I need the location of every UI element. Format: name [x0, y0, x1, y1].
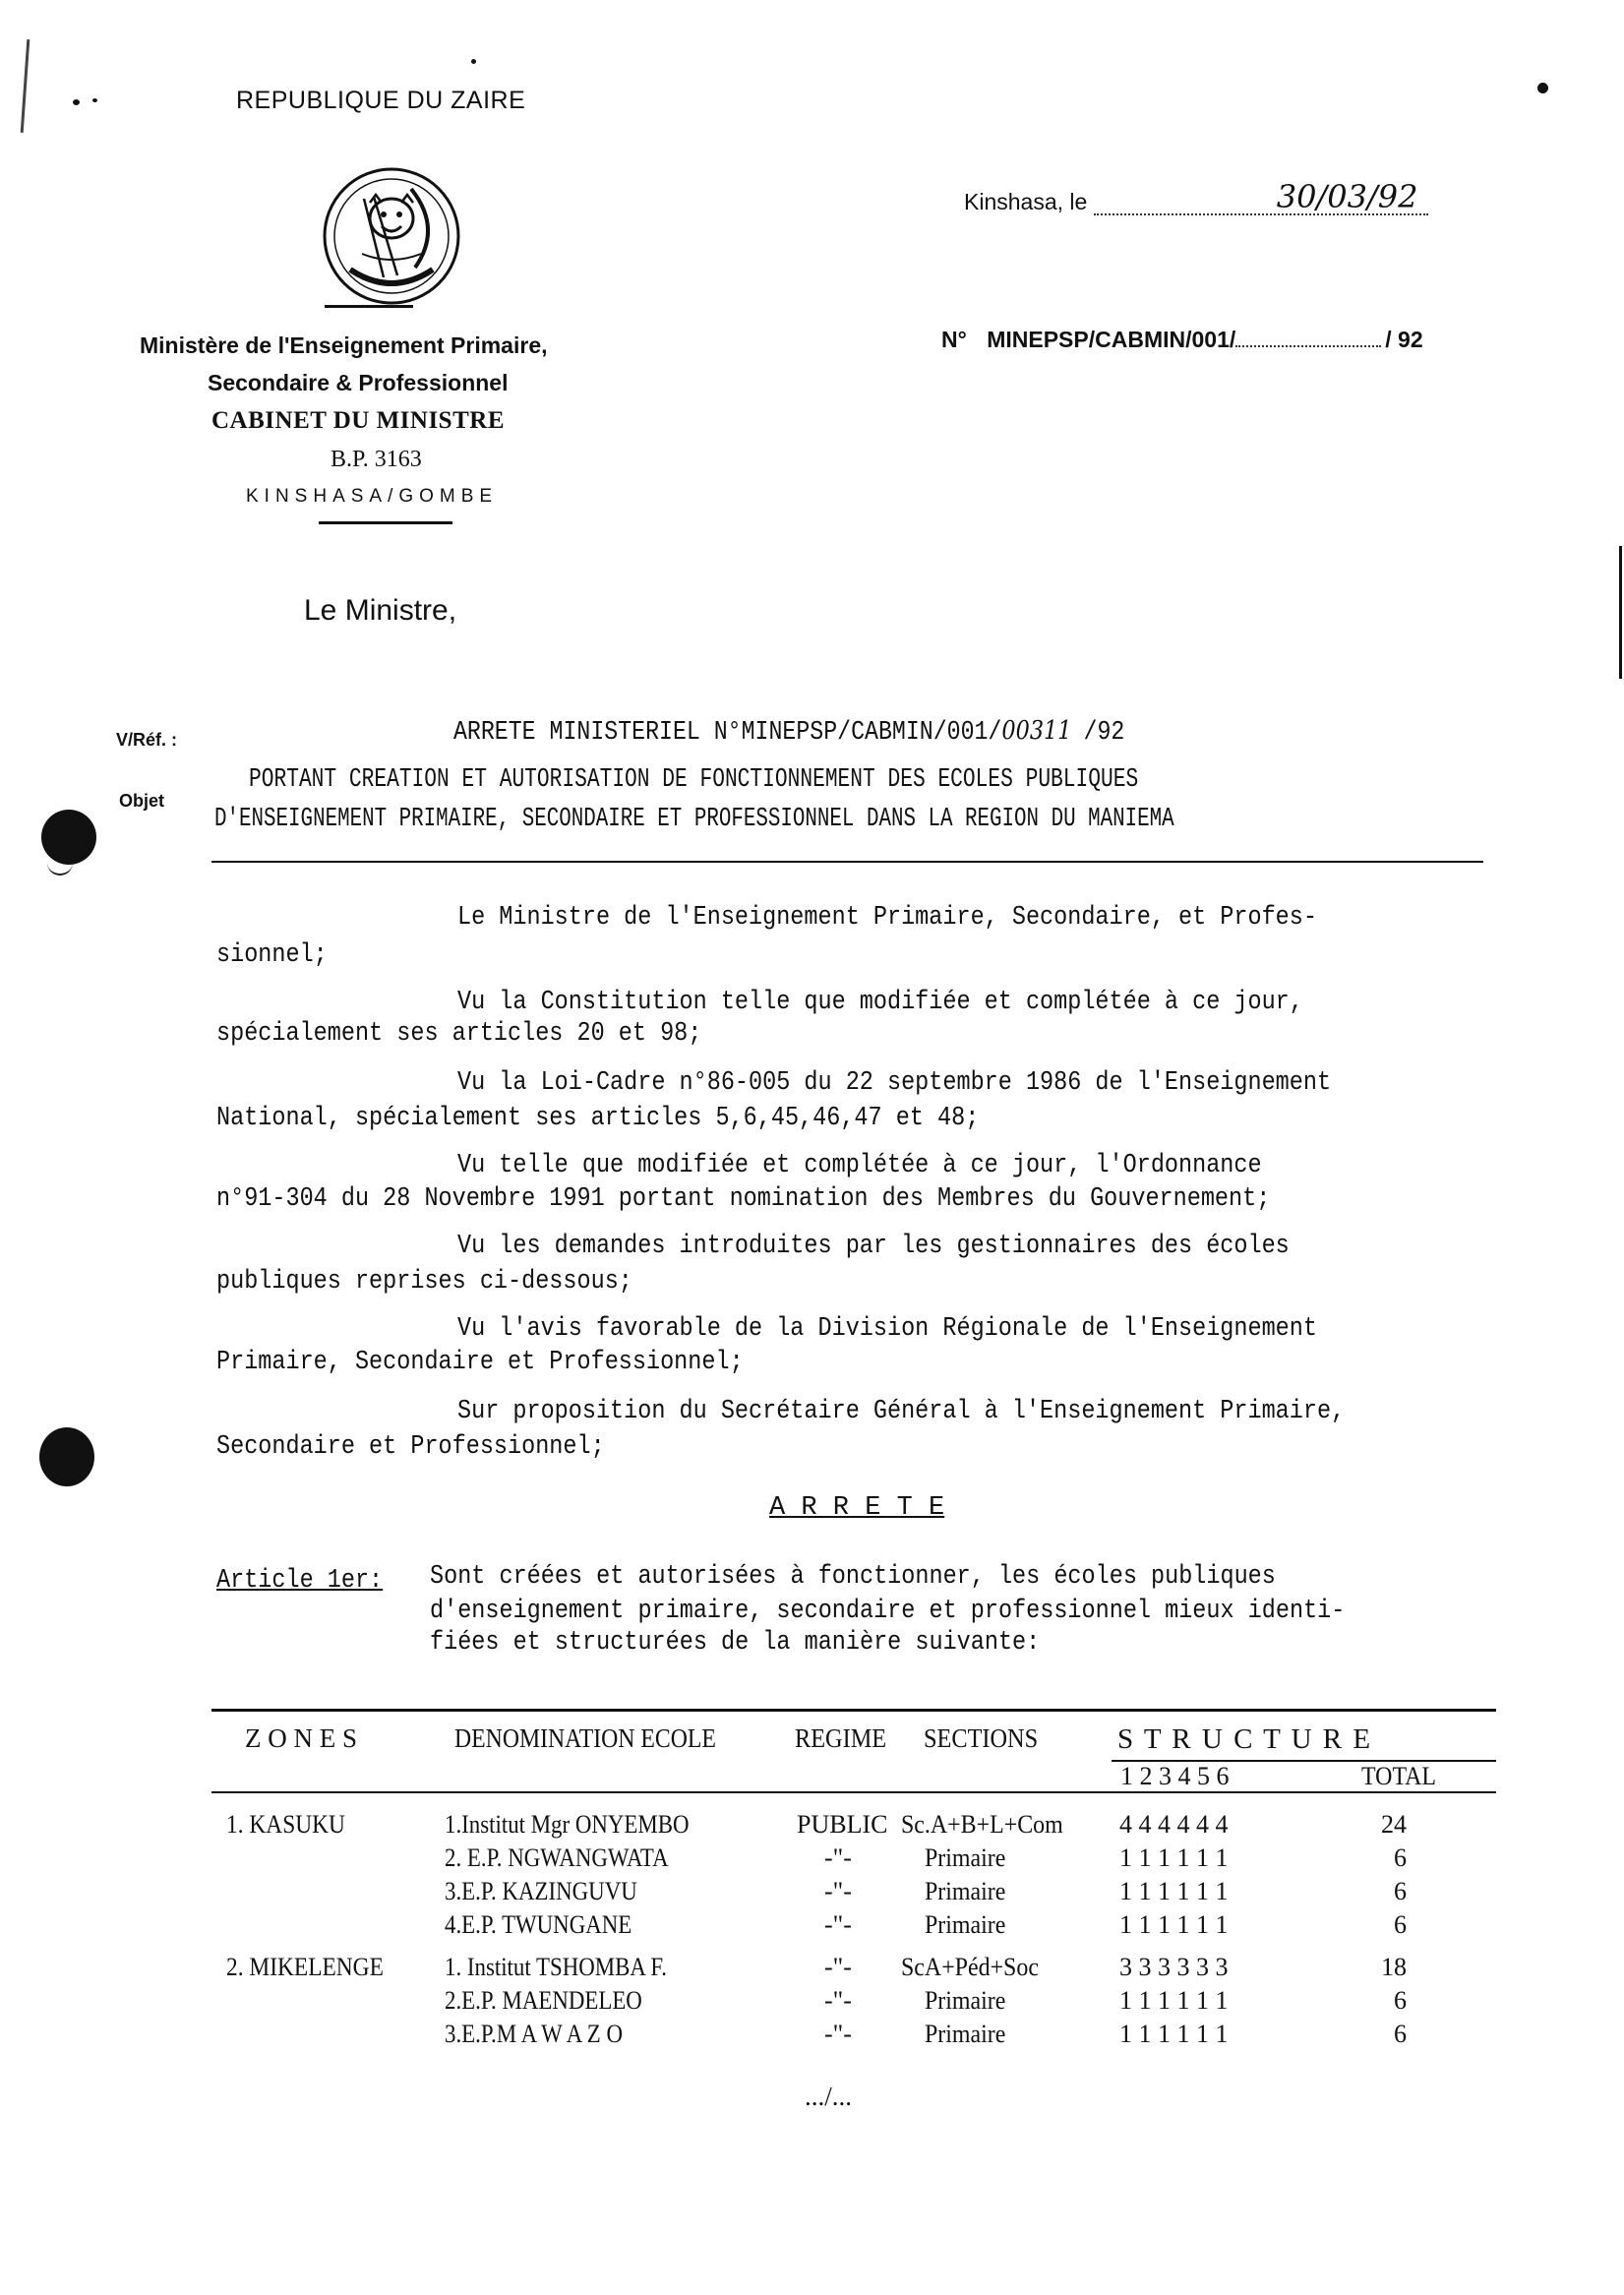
punch-hole-mark: [47, 860, 73, 876]
ref-label: N°: [941, 327, 967, 352]
article-1-line-3: fiées et structurées de la manière suivante:: [430, 1628, 1041, 1658]
ministry-line-2: Secondaire & Professionnel: [208, 370, 509, 395]
school-section: Primaire: [925, 2020, 1006, 2048]
city-line: KINSHASA/GOMBE: [246, 486, 499, 507]
header-denomination: DENOMINATION ECOLE: [454, 1723, 716, 1753]
continuation-mark: .../...: [805, 2082, 853, 2111]
coat-of-arms-emblem: [313, 159, 470, 317]
school-name: 2.E.P. MAENDELEO: [445, 1986, 642, 2015]
preamble-4-line-1: Vu telle que modifiée et complétée à ce jour, l'Ordonnance: [457, 1151, 1262, 1180]
school-years-structure: 1 1 1 1 1 1: [1119, 1877, 1229, 1905]
header-zones: Z O N E S: [245, 1723, 357, 1753]
speck: [471, 59, 476, 64]
preamble-5-line-1: Vu les demandes introduites par les gestionnaires des écoles: [457, 1232, 1290, 1261]
preamble-3-line-2: National, spécialement ses articles 5,6,45,46,47 et 48;: [216, 1104, 980, 1133]
school-years-structure: 3 3 3 3 3 3: [1119, 1953, 1229, 1981]
zone-label: 2. MIKELENGE: [226, 1953, 384, 1981]
school-years-structure: 1 1 1 1 1 1: [1119, 1910, 1229, 1939]
table-top-rule: [211, 1709, 1496, 1712]
school-years-structure: 1 1 1 1 1 1: [1119, 1843, 1229, 1872]
decree-title: ARRETE MINISTERIEL N°MINEPSP/CABMIN/001/00311 /92: [453, 716, 1125, 748]
arrete-heading: A R R E T E: [769, 1493, 945, 1523]
table-header-bottom-rule: [211, 1791, 1496, 1793]
school-years-structure: 1 1 1 1 1 1: [1119, 1986, 1229, 2015]
school-name: 2. E.P. NGWANGWATA: [445, 1843, 669, 1872]
school-total: 18: [1381, 1953, 1407, 1981]
preamble: [216, 903, 1495, 1474]
signatory: Le Ministre,: [304, 594, 457, 627]
header-structure: S T R U C T U R E: [1117, 1723, 1373, 1755]
subject-rule: [211, 861, 1483, 863]
preamble-5-line-2: publiques reprises ci-dessous;: [216, 1267, 632, 1297]
preamble-7-line-1: Sur proposition du Secrétaire Général à l'Enseignement Primaire,: [457, 1397, 1346, 1426]
school-total: 6: [1394, 2020, 1407, 2048]
ministry-line-1: Ministère de l'Enseignement Primaire,: [140, 332, 548, 358]
preamble-1-line-1: Le Ministre de l'Enseignement Primaire, Secondaire, et Profes-: [457, 903, 1317, 933]
preamble-4-line-2: n°91-304 du 28 Novembre 1991 portant nomination des Membres du Gouvernement;: [216, 1184, 1271, 1214]
place-label: Kinshasa, le: [964, 189, 1088, 214]
preamble-1-line-2: sionnel;: [216, 940, 328, 970]
school-name: 1. Institut TSHOMBA F.: [445, 1953, 667, 1981]
header-sections: SECTIONS: [924, 1723, 1039, 1753]
preamble-3-line-1: Vu la Loi-Cadre n°86-005 du 22 septembre 1986 de l'Enseignement: [457, 1068, 1332, 1098]
school-regime: -"-: [824, 1910, 852, 1939]
school-section: Primaire: [925, 1910, 1006, 1939]
school-years-structure: 4 4 4 4 4 4: [1119, 1810, 1229, 1839]
cabinet-line: CABINET DU MINISTRE: [211, 407, 505, 434]
school-regime: -"-: [824, 1843, 852, 1872]
handwritten-date: 30/03/92: [1276, 178, 1418, 215]
school-section: Primaire: [925, 1877, 1006, 1905]
handwritten-decree-number: 00311: [1001, 716, 1072, 746]
school-section: Primaire: [925, 1986, 1006, 2015]
preamble-2-line-1: Vu la Constitution telle que modifiée et complétée à ce jour,: [457, 988, 1303, 1017]
margin-scan-line: [1619, 546, 1622, 679]
article-1-line-1: Sont créées et autorisées à fonctionner, les écoles publiques: [430, 1562, 1276, 1592]
preamble-2-line-2: spécialement ses articles 20 et 98;: [216, 1019, 702, 1049]
preamble-6-line-1: Vu l'avis favorable de la Division Régionale de l'Enseignement: [457, 1314, 1317, 1344]
school-total: 24: [1381, 1810, 1407, 1839]
article-1-line-2: d'enseignement primaire, secondaire et professionnel mieux identi-: [430, 1597, 1346, 1626]
school-regime: -"-: [824, 1986, 852, 2015]
ref-suffix: / 92: [1385, 327, 1423, 352]
school-regime: -"-: [824, 2020, 852, 2048]
preamble-7-line-2: Secondaire et Professionnel;: [216, 1432, 605, 1462]
emblem-underline: [325, 305, 413, 308]
school-total: 6: [1394, 1986, 1407, 2015]
date-line: [964, 178, 1428, 215]
school-section: Primaire: [925, 1843, 1006, 1872]
school-name: 1.Institut Mgr ONYEMBO: [445, 1810, 690, 1839]
school-regime: -"-: [824, 1953, 852, 1981]
school-total: 6: [1394, 1910, 1407, 1939]
article-1-label: Article 1er:: [216, 1566, 384, 1596]
ref-dotted-leader: [1235, 328, 1381, 347]
header-years: 1 2 3 4 5 6: [1120, 1762, 1230, 1790]
school-section: ScA+Péd+Soc: [901, 1953, 1039, 1981]
zone-label: 1. KASUKU: [226, 1810, 345, 1839]
speck: [73, 99, 80, 105]
objet-label: Objet: [119, 791, 165, 811]
header-regime: REGIME: [795, 1723, 887, 1753]
vref-label: V/Réf. :: [116, 730, 178, 750]
school-name: 4.E.P. TWUNGANE: [445, 1910, 632, 1939]
school-total: 6: [1394, 1877, 1407, 1905]
school-name: 3.E.P. KAZINGUVU: [445, 1877, 637, 1905]
school-years-structure: 1 1 1 1 1 1: [1119, 2020, 1229, 2048]
decree-subject-line-1: PORTANT CREATION ET AUTORISATION DE FONCTIONNEMENT DES ECOLES PUBLIQUES: [249, 765, 1139, 795]
preamble-6-line-2: Primaire, Secondaire et Professionnel;: [216, 1348, 744, 1377]
speck: [1537, 83, 1548, 93]
header-total: TOTAL: [1361, 1762, 1437, 1790]
date-field: [1094, 178, 1428, 215]
republic-heading: REPUBLIQUE DU ZAIRE: [236, 87, 526, 114]
reference-line: [941, 327, 1423, 353]
postal-box: B.P. 3163: [331, 447, 422, 472]
school-regime: -"-: [824, 1877, 852, 1905]
school-regime: PUBLIC: [797, 1810, 888, 1839]
margin-scratch: [21, 39, 30, 133]
school-section: Sc.A+B+L+Com: [901, 1810, 1063, 1839]
school-name: 3.E.P.M A W A Z O: [445, 2020, 623, 2048]
school-total: 6: [1394, 1843, 1407, 1872]
punch-hole-top: [41, 810, 96, 865]
decree-subject-line-2: D'ENSEIGNEMENT PRIMAIRE, SECONDAIRE ET PROFESSIONNEL DANS LA REGION DU MANIEMA: [214, 805, 1174, 834]
punch-hole-bottom: [39, 1427, 94, 1486]
speck: [92, 98, 97, 102]
ref-value: MINEPSP/CABMIN/001/: [987, 327, 1236, 352]
ministry-underline: [319, 521, 452, 524]
